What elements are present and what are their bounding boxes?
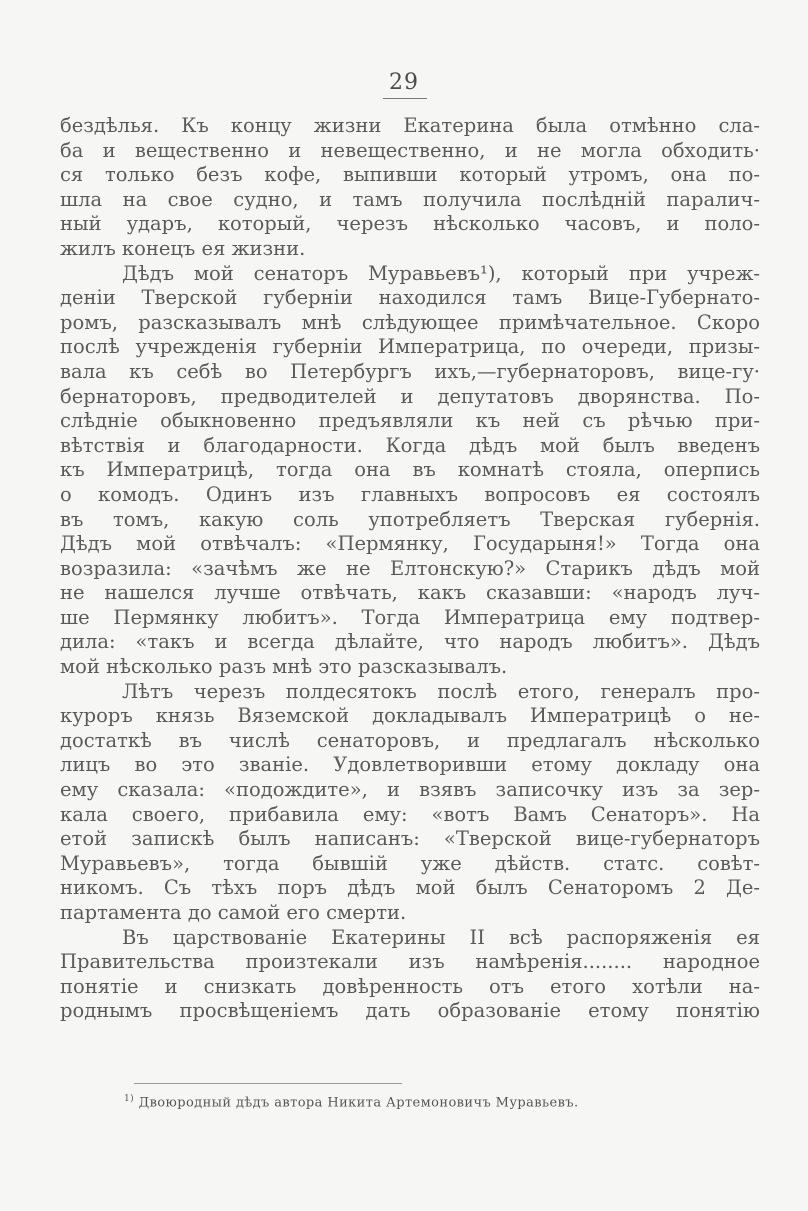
text-line: партамента до самой его смерти.	[60, 901, 407, 924]
text-line: послѣ учрежденія губерніи Императрица, по очереди, призы-	[60, 335, 760, 359]
text-line: никомъ. Съ тѣхъ поръ дѣдъ мой былъ Сенаторомъ 2 Де-	[60, 876, 760, 900]
text-line: Дѣдъ мой сенаторъ Муравьевъ¹), который при учреж-	[122, 261, 760, 285]
text-line: Муравьевъ», тогда бывшій уже дѣйств. статс. совѣт-	[60, 851, 760, 875]
text-line: Въ царствованіе Екатерины II всѣ распоряженія ея	[122, 925, 760, 949]
text-line: ный ударъ, который, черезъ нѣсколько часовъ, и поло-	[60, 212, 760, 236]
text-line: ромъ, разсказывалъ мнѣ слѣдующее примѣчательное. Скоро	[60, 310, 760, 334]
text-line: не нашелся лучше отвѣчать, какъ сказавши: «народъ луч-	[60, 581, 760, 605]
text-line: куроръ князь Вяземской докладывалъ Императрицѣ о не-	[60, 704, 760, 728]
text-line: ше Пермянку любитъ». Тогда Императрица ему подтвер-	[60, 605, 760, 629]
text-line: вѣтствія и благодарности. Когда дѣдъ мой былъ введенъ	[60, 433, 760, 457]
text-line: понятіе и снизкать довѣренность отъ етого хотѣли на-	[60, 974, 760, 998]
text-line: шла на свое судно, и тамъ получила послѣдній паралич-	[60, 187, 760, 211]
text-line: слѣдніе обыкновенно предъявляли къ ней съ рѣчью при-	[60, 409, 760, 433]
text-line: ему сказала: «подождите», и взявъ записочку изъ за зер-	[60, 778, 760, 802]
text-line: бернаторовъ, предводителей и депутатовъ дворянства. По-	[60, 384, 760, 408]
footnote	[124, 1094, 764, 1110]
text-line: роднымъ просвѣщеніемъ дать образованіе етому понятію	[60, 999, 760, 1023]
text-line: ба и вещественно и невещественно, и не могла обходить·	[60, 138, 760, 162]
text-line: вала къ себѣ во Петербургъ ихъ,—губернаторовъ, вице-гу·	[60, 359, 760, 383]
body-text	[60, 114, 760, 1024]
text-line: въ томъ, какую соль употребляетъ Тверская губернія.	[60, 507, 760, 531]
text-line: мой нѣсколько разъ мнѣ это разсказывалъ.	[60, 655, 508, 679]
text-line: кала своего, прибавила ему: «вотъ Вамъ Сенаторъ». На	[60, 802, 760, 826]
text-line: Правительства произтекали изъ намѣренія........ народное	[60, 950, 760, 974]
page-number-underline	[383, 98, 427, 99]
text-line: достаткѣ въ числѣ сенаторовъ, и предлагалъ нѣсколько	[60, 728, 760, 752]
text-line: Лѣтъ черезъ полдесятокъ послѣ етого, генералъ про-	[122, 679, 760, 703]
text-line: о комодъ. Одинъ изъ главныхъ вопросовъ ея состоялъ	[60, 482, 760, 506]
footnote-marker: 1)	[124, 1094, 135, 1104]
text-line: жилъ конецъ ея жизни.	[60, 236, 306, 260]
text-line: лицъ во это званіе. Удовлетворивши етому докладу она	[60, 753, 760, 777]
text-line: возразила: «зачѣмъ же не Елтонскую?» Старикъ дѣдъ мой	[60, 556, 760, 580]
text-line: къ Императрицѣ, тогда она въ комнатѣ стояла, оперпись	[60, 458, 760, 482]
text-line: бездѣлья. Къ концу жизни Екатерина была отмѣнно сла-	[60, 114, 760, 137]
text-line: Дѣдъ мой отвѣчалъ: «Пермянку, Государыня!» Тогда она	[60, 532, 760, 556]
text-line: деніи Тверской губерніи находился тамъ Вице-Губернато-	[60, 286, 760, 310]
page-number: 29	[389, 70, 419, 95]
footnote-divider	[134, 1083, 402, 1084]
text-line: етой запискѣ былъ написанъ: «Тверской вице-губернаторъ	[60, 827, 760, 851]
text-line: ся только безъ кофе, выпивши который утромъ, она по-	[60, 163, 760, 187]
text-line: дила: «такъ и всегда дѣлайте, что народъ любитъ». Дѣдъ	[60, 630, 760, 654]
footnote-text: Двоюродный дѣдъ автора Никита Артемоновичъ Муравьевъ.	[138, 1095, 579, 1111]
